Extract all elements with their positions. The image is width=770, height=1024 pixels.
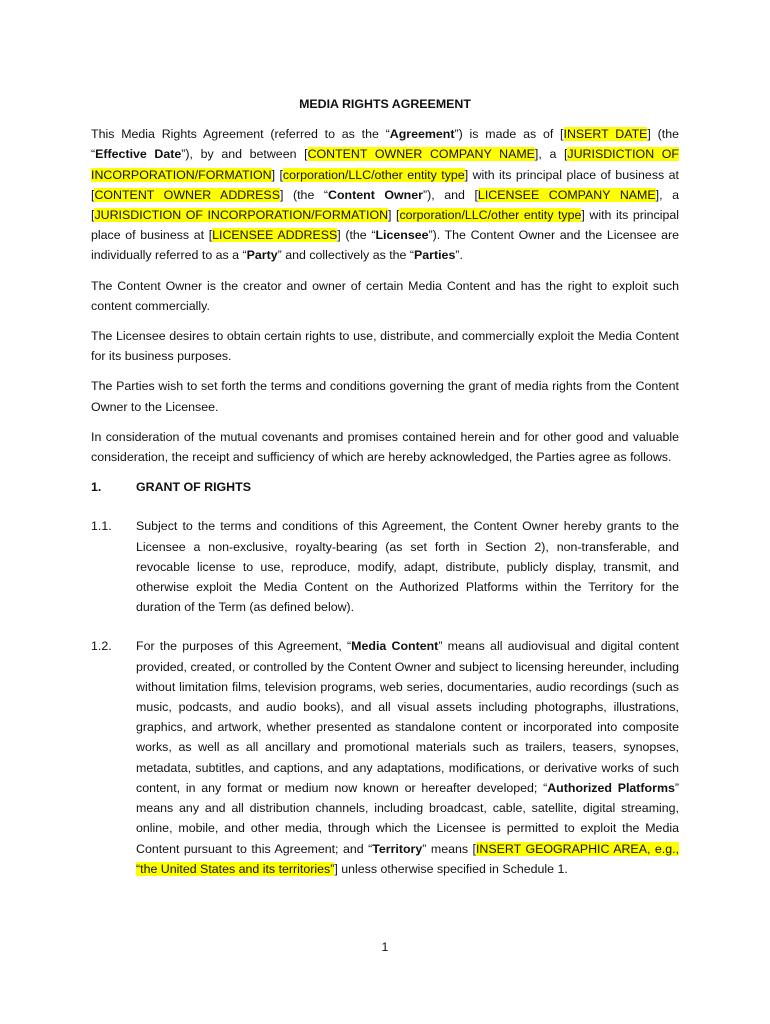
placeholder-licensee-company: LICENSEE COMPANY NAME [477,187,656,202]
placeholder-geographic-area: INSERT GEOGRAPHIC AREA, e.g., “the United States and its territories” [136,841,679,876]
placeholder-jurisdiction-licensee: JURISDICTION OF INCORPORATION/FORMATION [94,208,389,223]
clause-number: 1.1. [91,519,112,534]
recital-paragraph: The Licensee desires to obtain certain rights to use, distribute, and commercially exploit the Media Content for its business purposes. [91,329,679,364]
placeholder-content-owner-address: CONTENT OWNER ADDRESS [94,187,280,202]
defined-term-licensee: Licensee [375,228,429,243]
placeholder-entity-type-licensee: corporation/LLC/other entity type [399,208,582,223]
clause-number: 1.2. [91,639,112,654]
page-number: 1 [381,940,389,954]
placeholder-content-owner-company: CONTENT OWNER COMPANY NAME [307,147,535,162]
placeholder-entity-type-owner: corporation/LLC/other entity type [282,167,465,182]
section-title: GRANT OF RIGHTS [136,480,251,495]
placeholder-licensee-address: LICENSEE ADDRESS [212,228,338,243]
recital-paragraph: In consideration of the mutual covenants and promises contained herein and for other good and valuable consideration, the receipt and sufficiency of which are hereby acknowledged, the Parties agree as follows. [91,429,679,465]
defined-term-content-owner: Content Owner [328,187,423,202]
defined-term-parties: Parties [414,248,456,263]
defined-term-effective-date: Effective Date [95,147,182,162]
intro-paragraph: This Media Rights Agreement (referred to as the “Agreement”) is made as of [INSERT DATE] (the “Effective Date”), by and between [CONTENT OWNER COMPANY NAME], a [JURISDICTION OF INCORPORATION/FORMATION] [corporation/LLC/other entity type] with its principal place of business at [CONTENT OWNER ADDRESS] (the “Content Owner”), and [LICENSEE COMPANY NAME], a [JURISDICTION OF INCORPORATION/FORMATION] [corporation/LLC/other entity type] with its principal place of business at [LICENSEE ADDRESS] (the “Licensee”). The Content Owner and the Licensee are individually referred to as a “Party” and collectively as the “Parties”. [91,127,680,263]
defined-term-territory: Territory [372,841,423,856]
clause-1-2 [91,636,679,878]
clause-1-1 [91,516,679,617]
defined-term-party: Party [246,248,278,263]
defined-term-media-content: Media Content [351,639,439,654]
placeholder-insert-date: INSERT DATE [563,127,648,142]
clause-text: For the purposes of this Agreement, “Media Content” means all audiovisual and digital content provided, created, or controlled by the Content Owner and subject to licensing hereunder, including without limitation films, television programs, web series, documentaries, audio recordings (such as music, podcasts, and audio books), and all visual assets including photographs, illustrations, graphics, and artwork, whether presented as standalone content or incorporated into composite works, as well as all ancillary and promotional materials such as trailers, teasers, synopses, metadata, subtitles, and captions, and any adaptations, modifications, or derivative works of such content, in any format or medium now known or hereafter developed; “Authorized Platforms” means any and all distribution channels, including broadcast, cable, satellite, digital streaming, online, mobile, and other media, through which the Licensee is permitted to exploit the Media Content pursuant to this Agreement; and “Territory” means [INSERT GEOGRAPHIC AREA, e.g., “the United States and its territories”] unless otherwise specified in Schedule 1. [136,639,679,876]
recital-paragraph: The Content Owner is the creator and owner of certain Media Content and has the right to exploit such content commercially. [91,278,679,313]
section-number: 1. [91,480,102,495]
recital-paragraph: The Parties wish to set forth the terms and conditions governing the grant of media rights from the Content Owner to the Licensee. [91,379,679,414]
section-heading [91,477,679,497]
defined-term-authorized-platforms: Authorized Platforms [547,780,675,795]
document-body [91,94,679,898]
document-title: MEDIA RIGHTS AGREEMENT [299,97,471,111]
clause-text: Subject to the terms and conditions of this Agreement, the Content Owner hereby grants to the Licensee a non-exclusive, royalty-bearing (as set forth in Section 2), non-transferable, and revocable license to use, reproduce, modify, adapt, distribute, publicly display, transmit, and otherwise exploit the Media Content on the Authorized Platforms within the Territory for the duration of the Term (as defined below). [136,519,679,615]
defined-term-agreement: Agreement [389,127,455,142]
placeholder-jurisdiction-owner: JURISDICTION OF INCORPORATION/FORMATION [91,147,679,182]
